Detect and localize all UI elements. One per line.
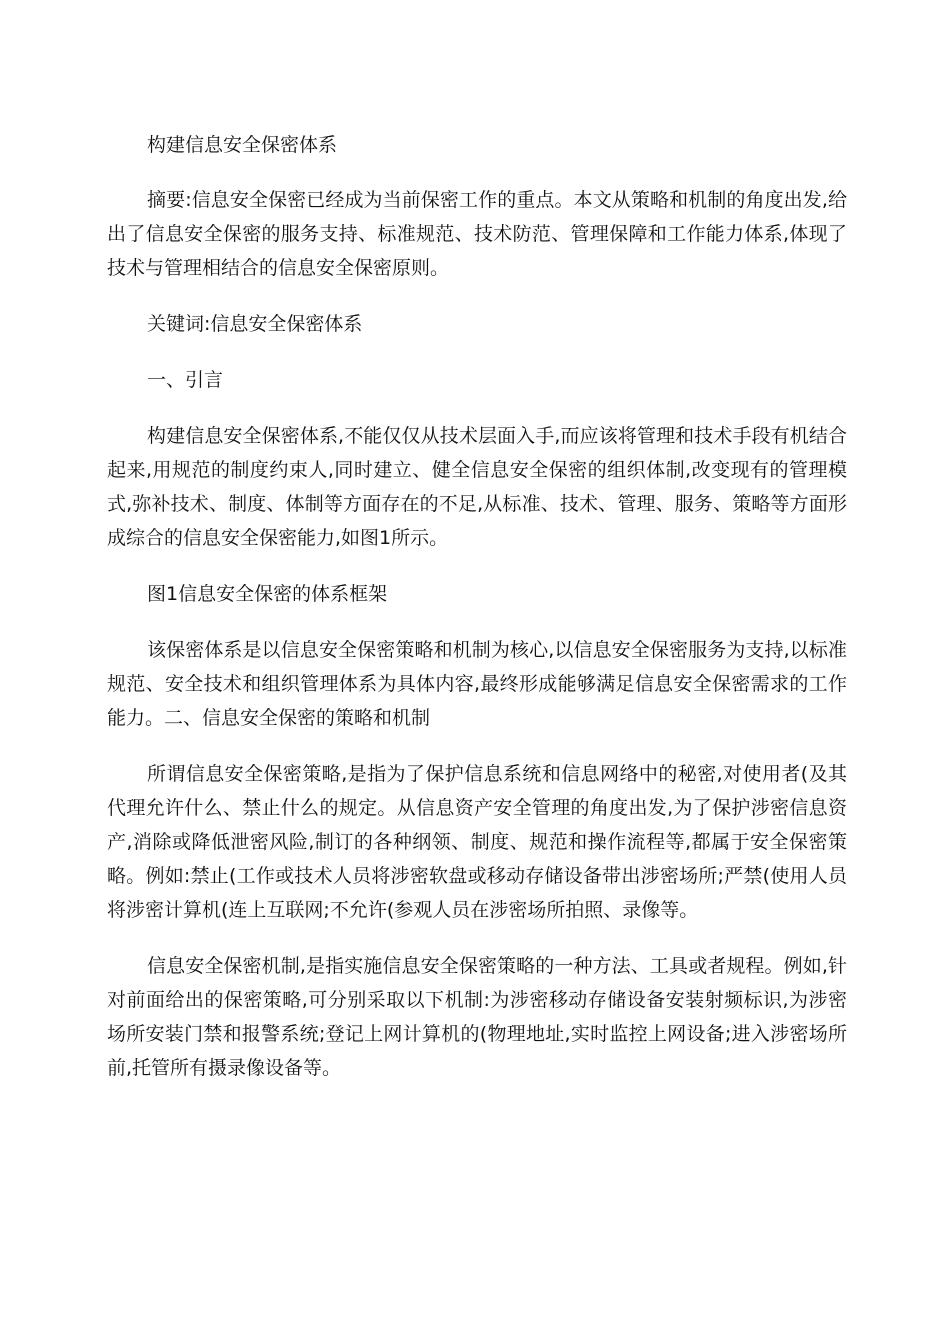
document-page (107, 128, 847, 1085)
document-title: 构建信息安全保密体系 (147, 134, 338, 156)
abstract-paragraph: 摘要:信息安全保密已经成为当前保密工作的重点。本文从策略和机制的角度出发,给出了信息安全保密的服务支持、标准规范、技术防范、管理保障和工作能力体系,体现了技术与管理相结合的信息安全保密原则。 (107, 189, 847, 279)
framework-paragraph: 该保密体系是以信息安全保密策略和机制为核心,以信息安全保密服务为支持,以标准规范、安全技术和组织管理体系为具体内容,最终形成能够满足信息安全保密需求的工作能力。二、信息安全保密的策略和机制 (107, 639, 847, 729)
figure-caption: 图1信息安全保密的体系框架 (147, 583, 388, 605)
mechanism-paragraph: 信息安全保密机制,是指实施信息安全保密策略的一种方法、工具或者规程。例如,针对前面给出的保密策略,可分别采取以下机制:为涉密移动存储设备安装射频标识,为涉密场所安装门禁和报警系统;登记上网计算机的(物理地址,实时监控上网设备;进入涉密场所前,托管所有摄录像设备等。 (107, 955, 847, 1079)
section-heading-introduction: 一、引言 (147, 369, 224, 391)
keywords-line: 关键词:信息安全保密体系 (147, 313, 363, 335)
policy-paragraph: 所谓信息安全保密策略,是指为了保护信息系统和信息网络中的秘密,对使用者(及其代理允许什么、禁止什么的规定。从信息资产安全管理的角度出发,为了保护涉密信息资产,消除或降低泄密风险,制订的各种纲领、制度、规范和操作流程等,都属于安全保密策略。例如:禁止(工作或技术人员将涉密软盘或移动存储设备带出涉密场所;严禁(使用人员将涉密计算机(连上互联网;不允许(参观人员在涉密场所拍照、录像等。 (107, 763, 847, 921)
intro-paragraph: 构建信息安全保密体系,不能仅仅从技术层面入手,而应该将管理和技术手段有机结合起来,用规范的制度约束人,同时建立、健全信息安全保密的组织体制,改变现有的管理模式,弥补技术、制度、体制等方面存在的不足,从标准、技术、管理、服务、策略等方面形成综合的信息安全保密能力,如图1所示。 (107, 425, 847, 549)
